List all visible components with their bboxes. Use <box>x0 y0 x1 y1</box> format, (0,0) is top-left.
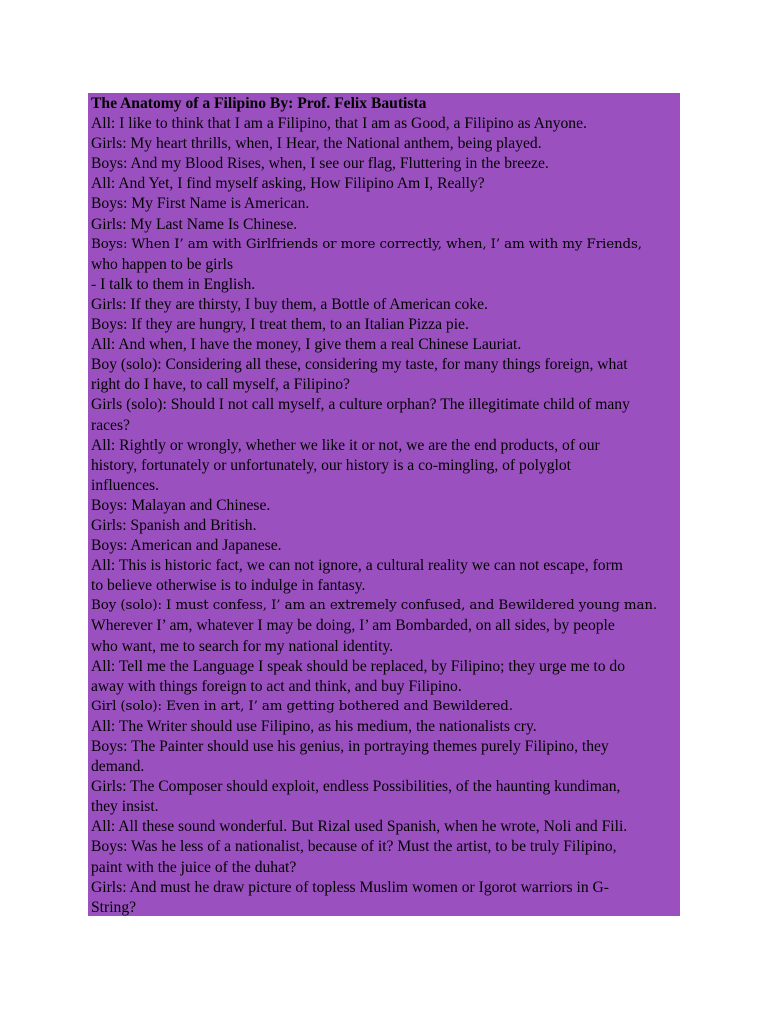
text-line: they insist. <box>91 798 159 816</box>
text-line: Girls: If they are thirsty, I buy them, a Bottle of American coke. <box>91 295 488 313</box>
text-line: Boys: When I’ am with Girlfriends or more correctly, when, I’ am with my Friends, <box>91 236 642 252</box>
text-line: Boys: The Painter should use his genius, in portraying themes purely Filipino, they <box>91 738 609 755</box>
text-line: Girl (solo): Even in art, I’ am getting bothered and Bewildered. <box>91 698 513 714</box>
text-line: Boy (solo): Considering all these, considering my taste, for many things foreign, what <box>91 356 628 374</box>
text-line: Girls: My heart thrills, when, I Hear, the National anthem, being played. <box>91 135 542 153</box>
text-line: All: And when, I have the money, I give them a real Chinese Lauriat. <box>91 336 522 354</box>
text-line: All: Tell me the Language I speak should be replaced, by Filipino; they urge me to do <box>91 657 626 675</box>
text-line: right do I have, to call myself, a Filipino? <box>91 376 350 394</box>
text-line: Boys: If they are hungry, I treat them, to an Italian Pizza pie. <box>91 316 469 334</box>
text-line: - I talk to them in English. <box>91 275 256 293</box>
text-line: Boys: My First Name is American. <box>91 195 310 213</box>
text-line: Girls: Spanish and British. <box>91 516 257 534</box>
text-line: Boys: American and Japanese. <box>91 537 282 555</box>
text-line: All: And Yet, I find myself asking, How Filipino Am I, Really? <box>91 175 485 193</box>
text-line: Boy (solo): I must confess, I’ am an extremely confused, and Bewildered young man. <box>91 598 658 614</box>
text-line: who happen to be girls <box>91 255 234 273</box>
text-line: All: This is historic fact, we can not ignore, a cultural reality we can not escape, form <box>91 557 623 575</box>
text-line: String? <box>91 898 137 916</box>
text-line: away with things foreign to act and think, and buy Filipino. <box>91 677 462 695</box>
text-line: All: The Writer should use Filipino, as his medium, the nationalists cry. <box>91 717 537 735</box>
text-line: All: Rightly or wrongly, whether we like it or not, we are the end products, of our <box>91 436 600 454</box>
text-line: Girls: My Last Name Is Chinese. <box>91 215 298 233</box>
text-line: All: I like to think that I am a Filipino, that I am as Good, a Filipino as Anyone. <box>91 115 587 133</box>
document-title: The Anatomy of a Filipino By: Prof. Felix Bautista <box>91 95 427 112</box>
text-line: paint with the juice of the duhat? <box>91 858 297 876</box>
text-line: Boys: And my Blood Rises, when, I see our flag, Fluttering in the breeze. <box>91 155 549 173</box>
text-line: Girls: And must he draw picture of topless Muslim women or Igorot warriors in G- <box>91 878 609 896</box>
text-line: Wherever I’ am, whatever I may be doing, I’ am Bombarded, on all sides, by people <box>91 617 615 635</box>
text-line: All: All these sound wonderful. But Rizal used Spanish, when he wrote, Noli and Fili. <box>91 818 628 836</box>
text-line: history, fortunately or unfortunately, our history is a co-mingling, of polyglot <box>91 456 572 474</box>
text-line: Girls (solo): Should I not call myself, a culture orphan? The illegitimate child of many <box>91 396 630 414</box>
text-line: races? <box>91 416 130 434</box>
text-line: Girls: The Composer should exploit, endless Possibilities, of the haunting kundiman, <box>91 778 621 796</box>
text-line: Boys: Malayan and Chinese. <box>91 496 271 514</box>
text-line: to believe otherwise is to indulge in fantasy. <box>91 577 366 595</box>
text-line: influences. <box>91 476 159 494</box>
text-line: demand. <box>91 758 145 776</box>
text-panel <box>88 93 680 916</box>
text-line: Boys: Was he less of a nationalist, because of it? Must the artist, to be truly Filipino, <box>91 838 617 856</box>
text-line: who want, me to search for my national identity. <box>91 637 394 655</box>
